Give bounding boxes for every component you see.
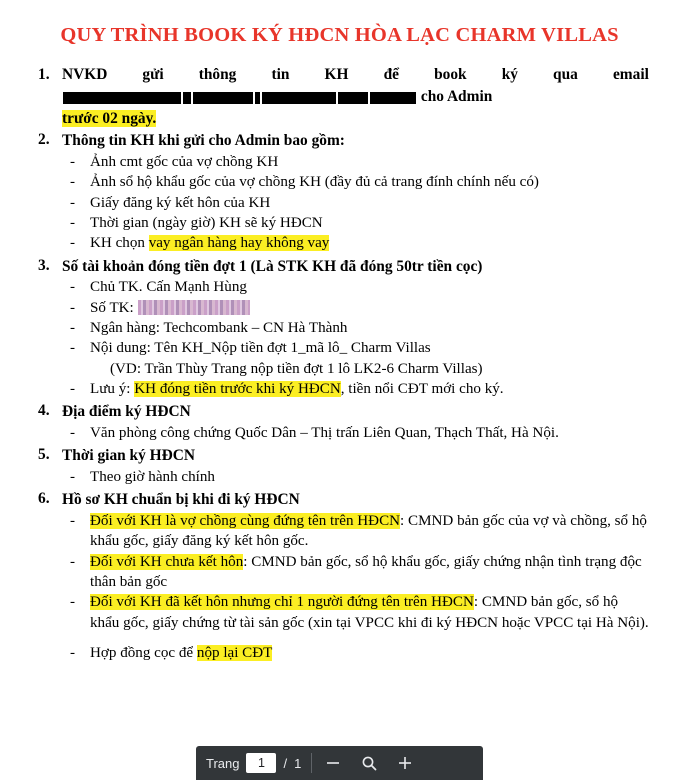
procedure-list (30, 65, 649, 664)
item1-second-line (62, 108, 649, 130)
sub-item-text: Ngân hàng: Techcombank – CN Hà Thành (90, 319, 348, 336)
sub-item-text: Chủ TK. Cấn Mạnh Hùng (90, 279, 247, 296)
sub-item-text: Thời gian (ngày giờ) KH sẽ ký HĐCN (90, 214, 323, 231)
dash-bullet: - (70, 468, 76, 485)
sub-item (62, 592, 649, 633)
sub-item-suffix: : CMND bản gốc của vợ và chồng, sổ hộ khẩu gốc, giấy đăng ký kết hôn gốc. (90, 512, 647, 550)
list-item-6-number: 6. (38, 490, 50, 508)
sub-item (62, 338, 649, 358)
redacted-email-1 (63, 92, 181, 104)
redacted-account-number (138, 300, 250, 315)
document-title: QUY TRÌNH BOOK KÝ HĐCN HÒA LẠC CHARM VILLAS (60, 24, 619, 46)
magnifier-icon[interactable] (358, 752, 380, 774)
dash-bullet: - (70, 194, 76, 211)
dash-bullet: - (70, 235, 76, 252)
dash-bullet: - (70, 174, 76, 191)
sub-item-suffix: , tiền nổi CĐT mới cho ký. (340, 381, 504, 398)
page-navigation[interactable] (196, 753, 301, 773)
dash-bullet: - (70, 425, 76, 442)
item1-email-line (62, 87, 649, 107)
sub-item (62, 318, 649, 338)
sub-item-text: Giấy đăng ký kết hôn của KH (90, 194, 271, 211)
sub-item (62, 423, 649, 443)
sub-item (62, 193, 649, 213)
item1-word-5: để (383, 66, 399, 83)
item1-word-9: email (612, 66, 649, 83)
document-body (0, 65, 679, 664)
redacted-email-2 (183, 92, 191, 104)
list-item-6 (30, 489, 649, 663)
sub-item-example (62, 359, 649, 379)
item1-word-7: ký (501, 66, 518, 83)
sub-item-suffix: : CMND bản gốc, sổ hộ khẩu gốc, giấy chứng nhận tình trạng độc thân bản gốc (90, 553, 642, 591)
item1-word-2: thông (198, 66, 237, 83)
sub-item-text: Văn phòng công chứng Quốc Dân – Thị trấn Liên Quan, Thạch Thất, Hà Nội. (90, 425, 559, 442)
item1-second-line-text: trước 02 ngày. (62, 109, 157, 127)
sub-item-highlight: Đối với KH chưa kết hôn (90, 553, 244, 570)
list-item-4-number: 4. (38, 402, 50, 420)
dash-bullet: - (70, 299, 76, 316)
list-item-5-heading: Thời gian ký HĐCN (62, 447, 195, 465)
list-item-3 (30, 256, 649, 400)
pdf-page (0, 24, 679, 780)
item1-word-8: qua (553, 66, 578, 83)
toolbar-divider (311, 753, 312, 773)
list-item-6-heading: Hồ sơ KH chuẩn bị khi đi ký HĐCN (62, 491, 300, 509)
list-item-4-sublist (62, 423, 649, 443)
dash-bullet: - (70, 512, 76, 529)
sub-item-highlight: Đối với KH đã kết hôn nhưng chỉ 1 người đứng tên trên HĐCN (90, 594, 474, 611)
sub-item-text: Theo giờ hành chính (90, 468, 215, 485)
list-item-2-heading: Thông tin KH khi gửi cho Admin bao gồm: (62, 132, 345, 150)
list-item-2-sublist (62, 152, 649, 254)
list-item-3-sublist (62, 277, 649, 399)
page-separator: / (283, 755, 288, 771)
dash-bullet: - (70, 319, 76, 336)
list-item-5-number: 5. (38, 446, 50, 464)
list-item-6-sublist (62, 511, 649, 664)
sub-item (62, 277, 649, 297)
sub-item (62, 643, 649, 663)
sub-item-prefix: Hợp đồng cọc để (90, 645, 197, 662)
sub-item (62, 152, 649, 172)
redacted-email-5 (262, 92, 336, 104)
list-item-5-sublist (62, 467, 649, 487)
list-item-4-heading: Địa điểm ký HĐCN (62, 403, 191, 421)
dash-bullet: - (70, 381, 76, 398)
list-item-3-heading: Số tài khoản đóng tiền đợt 1 (Là STK KH đã đóng 50tr tiền cọc) (62, 257, 483, 275)
sub-item (62, 552, 649, 593)
dash-bullet: - (70, 340, 76, 357)
sub-item-prefix: Lưu ý: (90, 381, 135, 398)
item1-word-3: tin (271, 66, 290, 83)
redacted-email-7 (370, 92, 416, 104)
dash-bullet: - (70, 594, 76, 611)
plus-icon[interactable] (394, 752, 416, 774)
sub-item-highlight: nộp lại CĐT (196, 645, 273, 662)
sub-item-text: Số TK: (90, 299, 134, 316)
sub-item-highlight: vay ngân hàng hay không vay (148, 235, 330, 252)
item1-word-1: gửi (142, 66, 164, 83)
sub-item (62, 379, 649, 399)
list-item-4 (30, 401, 649, 443)
redacted-email-3 (193, 92, 253, 104)
item1-word-4: KH (324, 66, 349, 83)
sub-item-highlight: Đối với KH là vợ chồng cùng đứng tên trên HĐCN (90, 512, 401, 529)
sub-item (62, 511, 649, 552)
minus-icon[interactable] (322, 752, 344, 774)
sub-item (62, 233, 649, 253)
dash-bullet: - (70, 279, 76, 296)
sub-item-account (62, 298, 649, 318)
redacted-email-6 (338, 92, 368, 104)
pdf-viewer-toolbar[interactable] (196, 746, 483, 780)
sub-item (62, 172, 649, 192)
list-item-1-heading (62, 65, 649, 85)
sub-item-prefix: KH chọn (90, 235, 149, 252)
list-item-3-number: 3. (38, 256, 50, 274)
sub-item (62, 467, 649, 487)
toolbar-actions[interactable] (318, 752, 416, 774)
sub-item-suffix: : CMND bản gốc, sổ hộ khẩu gốc, giấy chứng từ tài sản gốc (xin tại VPCC khi đi ký HĐCN hoặc VPCC tại Hà Nội). (90, 594, 649, 631)
page-label: Trang (206, 755, 240, 771)
sub-item-text: (VD: Trần Thùy Trang nộp tiền đợt 1 lô LK2-6 Charm Villas) (110, 360, 483, 377)
dash-bullet: - (70, 214, 76, 231)
list-item-5 (30, 445, 649, 487)
dash-bullet: - (70, 645, 76, 662)
list-item-2 (30, 130, 649, 253)
item1-word-0: NVKD (62, 66, 108, 83)
sub-item (62, 213, 649, 233)
list-item-1-number: 1. (38, 66, 50, 83)
sub-item-highlight: KH đóng tiền trước khi ký HĐCN (134, 381, 341, 398)
sub-item-text: Ảnh cmt gốc của vợ chồng KH (90, 153, 279, 170)
list-item-1 (30, 65, 649, 129)
page-total: 1 (294, 755, 302, 771)
redacted-email-4 (255, 92, 260, 104)
list-item-2-number: 2. (38, 131, 50, 149)
item1-word-6: book (434, 66, 467, 83)
sub-item-text: Nội dung: Tên KH_Nộp tiền đợt 1_mã lô_ Charm Villas (90, 340, 431, 357)
page-number-input[interactable]: 1 (246, 753, 276, 773)
dash-bullet: - (70, 153, 76, 170)
item1-email-tail: cho Admin (420, 88, 493, 106)
sub-item-text: Ảnh sổ hộ khẩu gốc của vợ chồng KH (đầy đủ cả trang đính chính nếu có) (90, 174, 539, 191)
dash-bullet: - (70, 553, 76, 570)
